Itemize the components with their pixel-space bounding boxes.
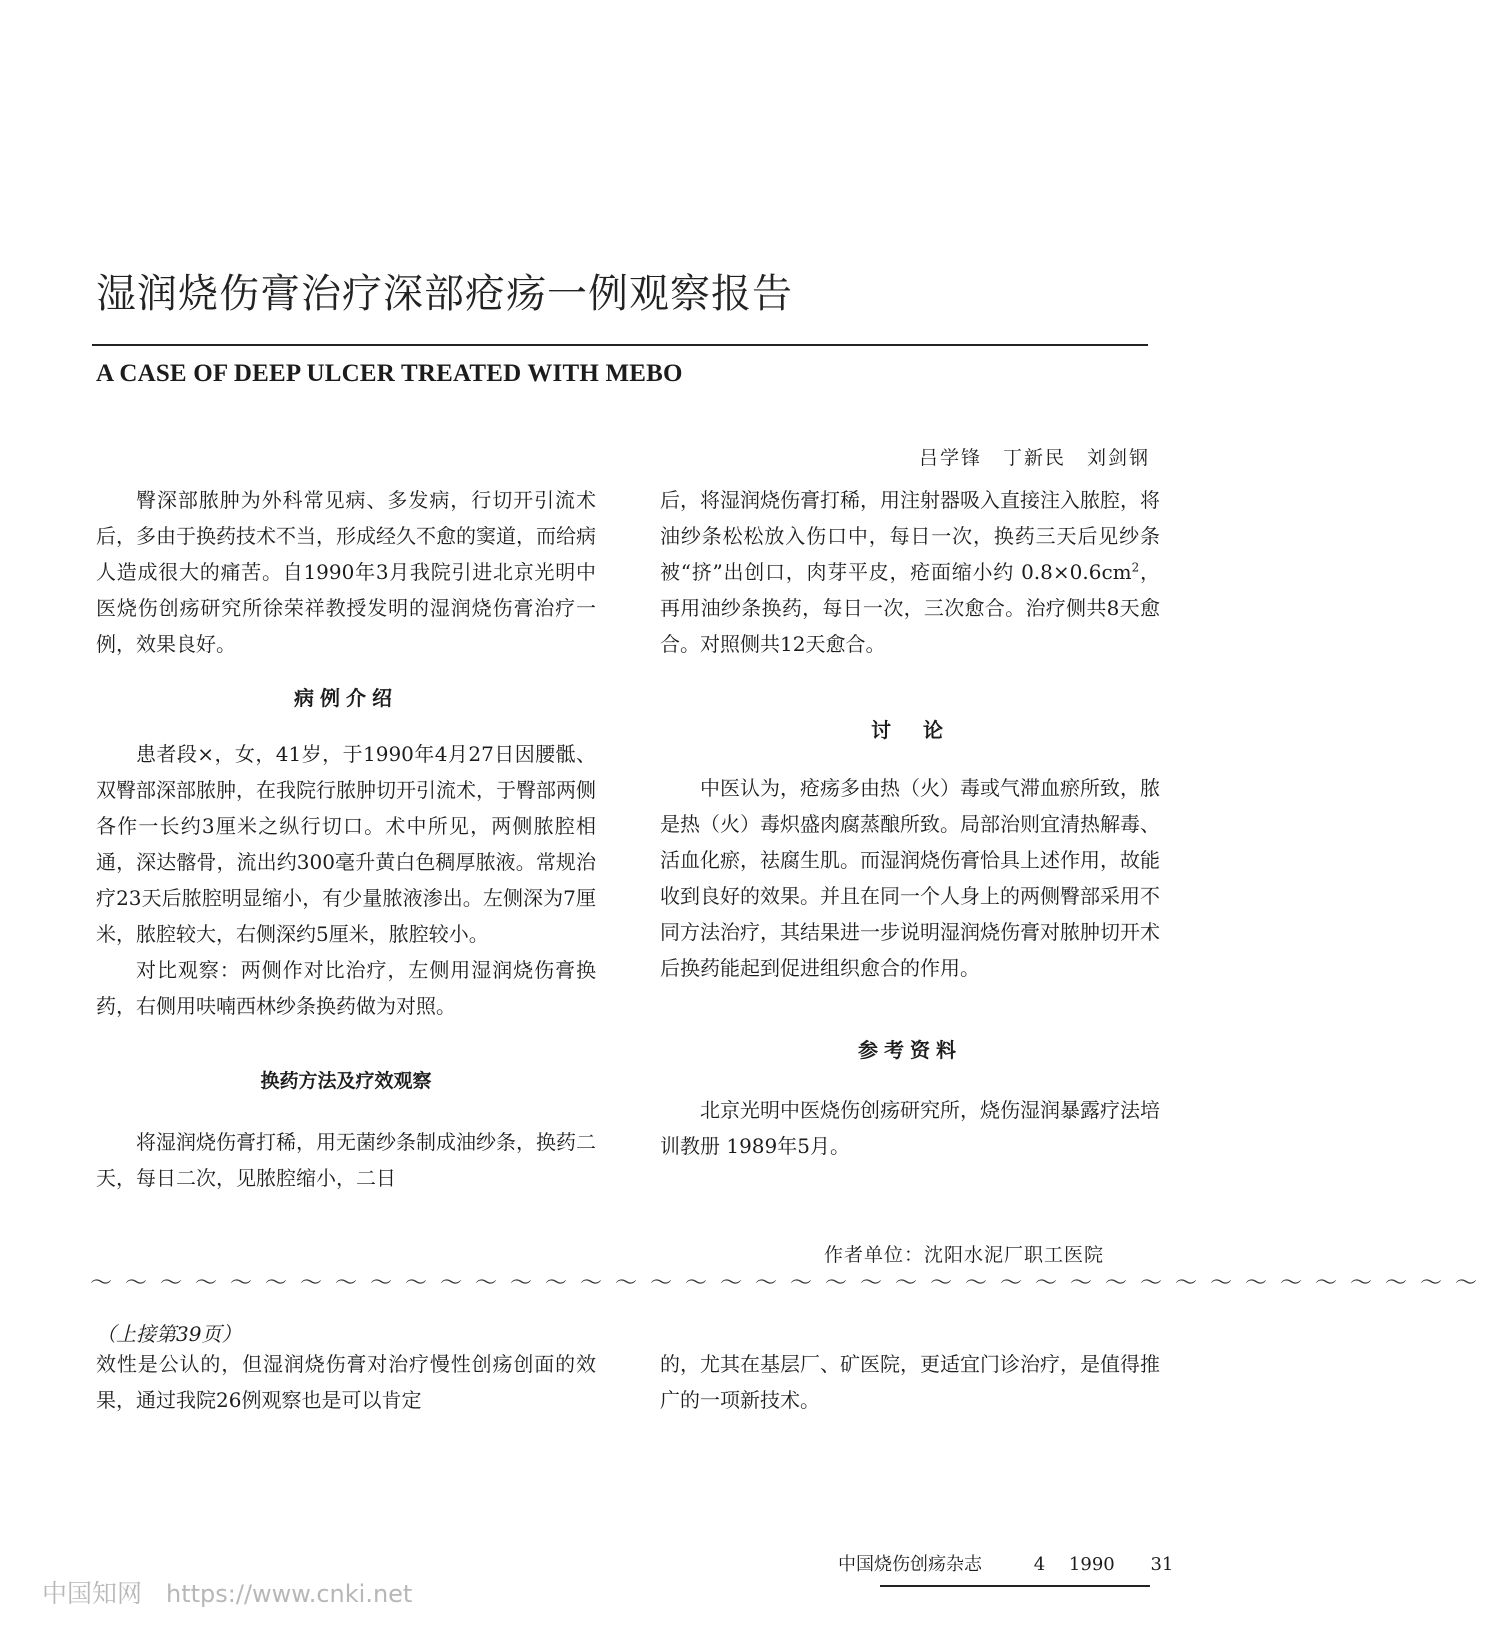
- references-section: [660, 1092, 1160, 1164]
- watermark-url: https://www.cnki.net: [166, 1580, 413, 1608]
- article-title-chinese: 湿润烧伤膏治疗深部疮疡一例观察报告: [96, 271, 793, 317]
- title-divider: [92, 344, 1148, 346]
- method-section: [96, 1124, 596, 1196]
- continuation-left: [96, 1346, 596, 1418]
- superscript-two: 2: [1131, 560, 1140, 575]
- discussion-section: [660, 770, 1160, 986]
- article-title-english: A CASE OF DEEP ULCER TREATED WITH MEBO: [96, 360, 683, 387]
- discussion-section-heading: 讨 论: [871, 718, 949, 742]
- continuation-right-text: 的，尤其在基层厂、矿医院，更适宜门诊治疗，是值得推广的一项新技术。: [660, 1352, 1160, 1412]
- continuation-left-text: 效性是公认的，但湿润烧伤膏对治疗慢性创疡创面的效果，通过我院26例观察也是可以肯定: [96, 1352, 596, 1412]
- page-number: 31: [1150, 1554, 1174, 1575]
- case-section: [96, 736, 596, 1024]
- method-section-heading: 换药方法及疗效观察: [260, 1070, 432, 1092]
- method-continuation-paragraph: [660, 482, 1160, 662]
- method-continuation-text-b: ，再用油纱条换药，每日一次，三次愈合。治疗侧共8天愈合。对照侧共12天愈合。: [660, 560, 1161, 656]
- journal-name: 中国烧伤创疡杂志: [838, 1554, 982, 1575]
- journal-footer: [838, 1550, 1173, 1576]
- comparison-paragraph: 对比观察：两侧作对比治疗，左侧用湿润烧伤膏换药，右侧用呋喃西林纱条换药做为对照。: [96, 958, 596, 1018]
- author-affiliation: 作者单位：沈阳水泥厂职工医院: [823, 1244, 1104, 1266]
- left-column: [96, 482, 596, 662]
- watermark-brand: 中国知网: [42, 1579, 143, 1608]
- intro-paragraph: 臀深部脓肿为外科常见病、多发病，行切开引流术后，多由于换药技术不当，形成经久不愈的窦道，而给病人造成很大的痛苦。自1990年3月我院引进北京光明中医烧伤创疡研究所徐荣祥教授发明的湿润烧伤膏治疗一例，效果良好。: [96, 488, 596, 656]
- footer-divider: [880, 1585, 1150, 1587]
- publication-year: 1990: [1068, 1554, 1115, 1575]
- author-list: 吕学锋 丁新民 刘剑钢: [918, 447, 1150, 469]
- wavy-divider: ～～～～～～～～～～～～～～～～～～～～～～～～～～～～～～～～～～～～～～～～: [90, 1271, 1490, 1296]
- method-paragraph: 将湿润烧伤膏打稀，用无菌纱条制成油纱条，换药二天，每日二次，见脓腔缩小，二日: [96, 1130, 596, 1190]
- case-section-heading: 病例介绍: [294, 686, 398, 710]
- discussion-paragraph: 中医认为，疮疡多由热（火）毒或气滞血瘀所致，脓是热（火）毒炽盛肉腐蒸酿所致。局部治则宜清热解毒、活血化瘀，祛腐生肌。而湿润烧伤膏恰具上述作用，故能收到良好的效果。并且在同一个人身上的两侧臀部采用不同方法治疗，其结果进一步说明湿润烧伤膏对脓肿切开术后换药能起到促进组织愈合的作用。: [660, 776, 1160, 980]
- references-heading: 参考资料: [858, 1038, 962, 1062]
- reference-entry: 北京光明中医烧伤创疡研究所，烧伤湿润暴露疗法培训教册 1989年5月。: [660, 1098, 1160, 1158]
- case-paragraph: 患者段×，女，41岁，于1990年4月27日因腰骶、双臀部深部脓肿，在我院行脓肿切开引流术，于臀部两侧各作一长约3厘米之纵行切口。术中所见，两侧脓腔相通，深达髂骨，流出约300毫升黄白色稠厚脓液。常规治疗23天后脓腔明显缩小，有少量脓液渗出。左侧深为7厘米，脓腔较大，右侧深约5厘米，脓腔较小。: [96, 742, 596, 946]
- cnki-watermark: [42, 1574, 412, 1610]
- continuation-right: [660, 1346, 1160, 1418]
- issue-number: 4: [1033, 1554, 1046, 1575]
- continuation-label: （上接第39页）: [96, 1322, 242, 1346]
- method-continuation-text-a: 后，将湿润烧伤膏打稀，用注射器吸入直接注入脓腔，将油纱条松松放入伤口中，每日一次，换药三天后见纱条被“挤”出创口，肉芽平皮，疮面缩小约 0.8×0.6cm: [660, 488, 1160, 584]
- right-column: [660, 482, 1160, 662]
